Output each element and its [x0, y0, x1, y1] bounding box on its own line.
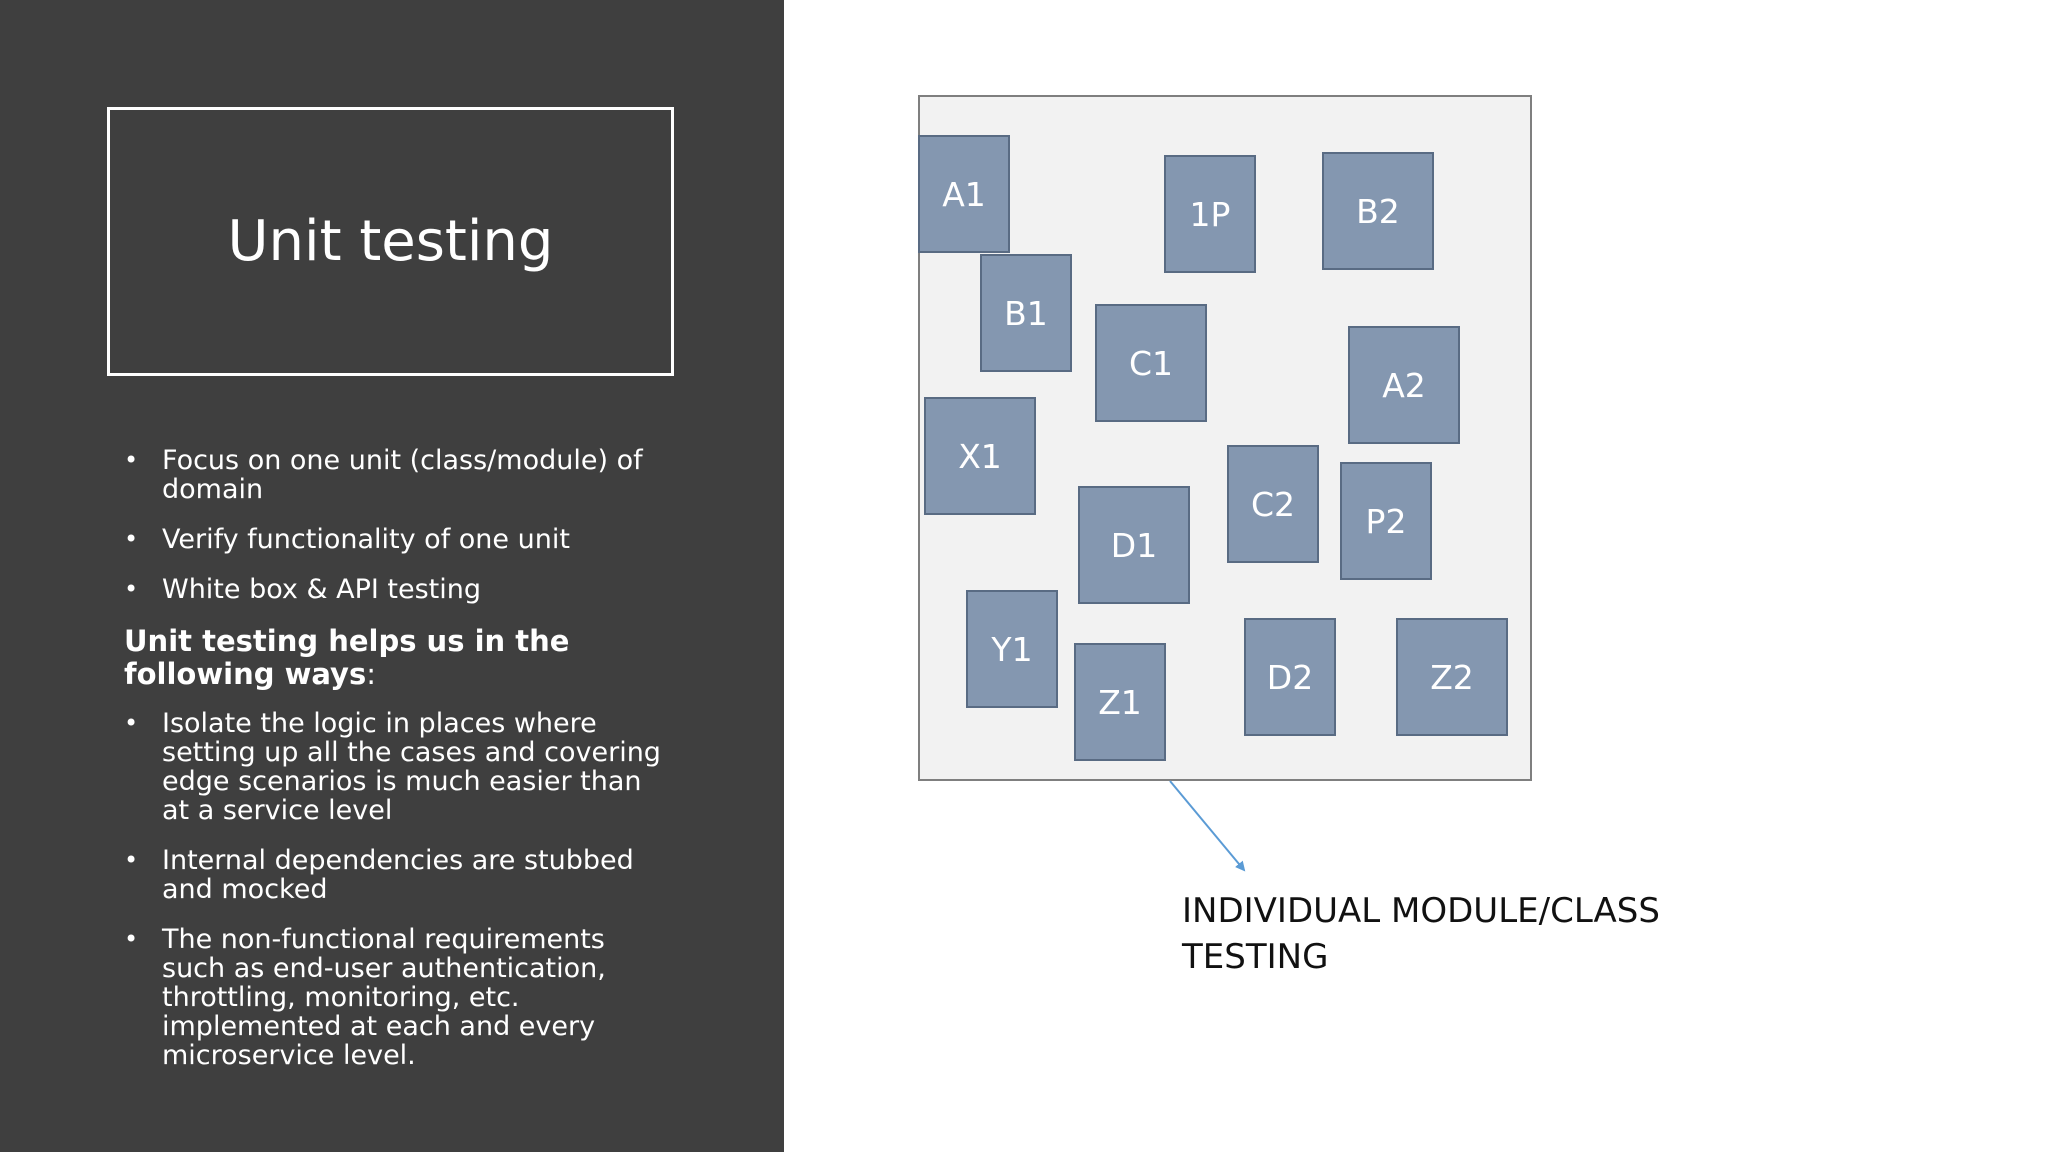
module-box-p2: P2 [1340, 462, 1432, 580]
bullet-item: • Verify functionality of one unit [124, 525, 664, 554]
subheading [124, 625, 664, 691]
caption-line: INDIVIDUAL MODULE/CLASS [1182, 891, 1660, 931]
diagram-caption [1182, 888, 1662, 980]
module-box-b1: B1 [980, 254, 1072, 372]
bullet-item: • Internal dependencies are stubbed and mocked [124, 846, 664, 904]
subheading-bold: Unit testing helps us in the following ways [124, 624, 570, 691]
arrow-line [1170, 781, 1244, 870]
caption-line: TESTING [1182, 937, 1329, 977]
module-container [918, 95, 1532, 781]
module-box-a2: A2 [1348, 326, 1460, 444]
module-box-z2: Z2 [1396, 618, 1508, 736]
title-box [107, 107, 674, 376]
module-box-c2: C2 [1227, 445, 1319, 563]
bullet-item: • Isolate the logic in places where setting up all the cases and covering edge scenarios is much easier than at a service level [124, 709, 664, 825]
bullet-item: • Focus on one unit (class/module) of domain [124, 446, 664, 504]
slide-content [124, 446, 664, 1091]
module-box-a1: A1 [918, 135, 1010, 253]
module-box-z1: Z1 [1074, 643, 1166, 761]
module-box-y1: Y1 [966, 590, 1058, 708]
module-box-c1: C1 [1095, 304, 1207, 422]
module-box-1p: 1P [1164, 155, 1256, 273]
bullet-item: • White box & API testing [124, 575, 664, 604]
module-box-b2: B2 [1322, 152, 1434, 270]
left-panel [0, 0, 784, 1152]
subheading-colon: : [366, 657, 376, 691]
top-bullet-list [124, 446, 664, 604]
bullet-item: • The non-functional requirements such as end-user authentication, throttling, monitoring, etc. implemented at each and every microservice level. [124, 925, 664, 1070]
slide-title: Unit testing [227, 208, 554, 274]
bottom-bullet-list [124, 709, 664, 1070]
module-box-d2: D2 [1244, 618, 1336, 736]
module-box-x1: X1 [924, 397, 1036, 515]
module-box-d1: D1 [1078, 486, 1190, 604]
